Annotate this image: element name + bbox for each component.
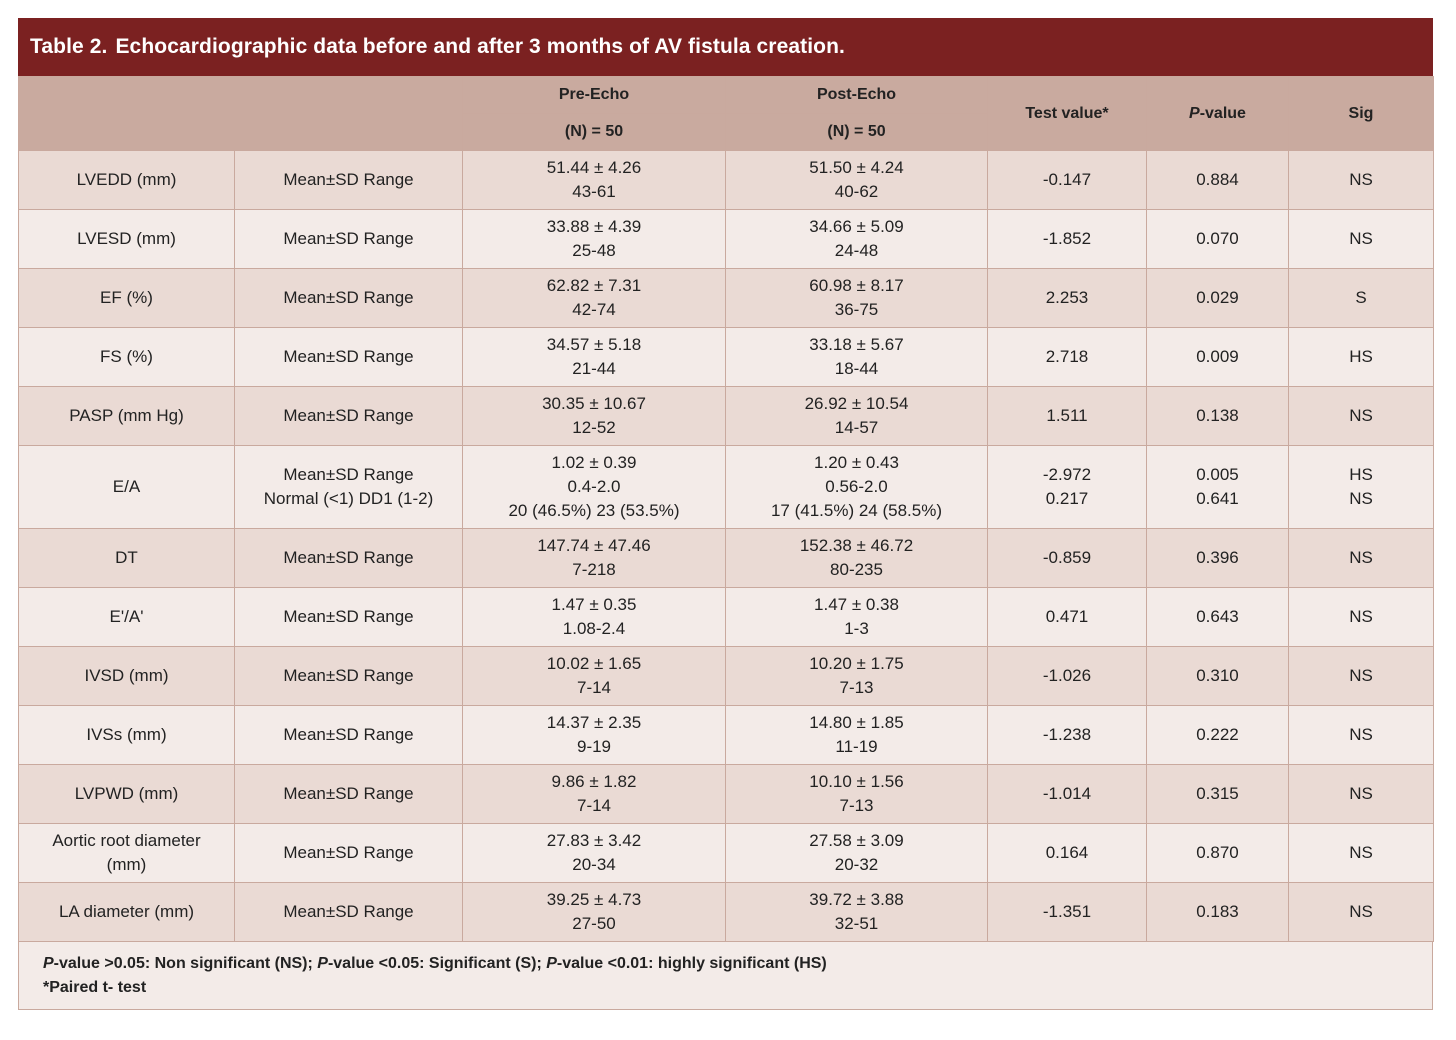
table-row [19,647,1434,706]
sig-cell: NS [1289,824,1434,883]
pre-echo-cell: 1.02 ± 0.39 0.4-2.0 20 (46.5%) 23 (53.5%) [463,446,726,529]
post-echo-cell: 26.92 ± 10.54 14-57 [726,387,988,446]
pre-echo-cell: 27.83 ± 3.42 20-34 [463,824,726,883]
stat-cell: Mean±SD Range [235,210,463,269]
post-echo-cell: 51.50 ± 4.24 40-62 [726,151,988,210]
table-title-bar [18,18,1433,76]
pre-echo-cell: 30.35 ± 10.67 12-52 [463,387,726,446]
stat-cell: Mean±SD Range [235,588,463,647]
table-label: Table 2. [30,35,108,58]
post-echo-cell: 152.38 ± 46.72 80-235 [726,529,988,588]
post-echo-cell: 14.80 ± 1.85 11-19 [726,706,988,765]
p-value-cell: 0.884 [1147,151,1289,210]
p-value-cell: 0.222 [1147,706,1289,765]
footnote-t3: -value <0.01: highly significant (HS) [556,955,827,972]
table-row [19,529,1434,588]
test-value-cell: 2.718 [988,328,1147,387]
p-value-cell: 0.070 [1147,210,1289,269]
test-value-cell: 2.253 [988,269,1147,328]
table-container [18,18,1433,1010]
sig-cell: HS NS [1289,446,1434,529]
test-value-cell: -0.147 [988,151,1147,210]
param-cell: LVEDD (mm) [19,151,235,210]
table-row [19,328,1434,387]
pre-echo-cell: 9.86 ± 1.82 7-14 [463,765,726,824]
header-post-n: (N) = 50 [726,114,988,151]
pre-echo-cell: 1.47 ± 0.35 1.08-2.4 [463,588,726,647]
sig-cell: NS [1289,151,1434,210]
table-row [19,151,1434,210]
pre-echo-cell: 51.44 ± 4.26 43-61 [463,151,726,210]
post-echo-cell: 10.10 ± 1.56 7-13 [726,765,988,824]
header-p-value [1147,77,1289,151]
stat-cell: Mean±SD Range [235,529,463,588]
table-row [19,387,1434,446]
post-echo-cell: 1.20 ± 0.43 0.56-2.0 17 (41.5%) 24 (58.5%) [726,446,988,529]
header-post-echo: Post-Echo [726,77,988,114]
p-value-cell: 0.310 [1147,647,1289,706]
p-value-cell: 0.643 [1147,588,1289,647]
p-value-cell: 0.870 [1147,824,1289,883]
sig-cell: NS [1289,883,1434,942]
post-echo-cell: 33.18 ± 5.67 18-44 [726,328,988,387]
header-pre-n: (N) = 50 [463,114,726,151]
p-value-cell: 0.009 [1147,328,1289,387]
param-cell: IVSs (mm) [19,706,235,765]
test-value-cell: -1.014 [988,765,1147,824]
param-cell: DT [19,529,235,588]
param-cell: IVSD (mm) [19,647,235,706]
stat-cell: Mean±SD Range [235,765,463,824]
header-blank [19,77,463,151]
param-cell: E'/A' [19,588,235,647]
test-value-cell: -1.026 [988,647,1147,706]
footnote-p3: P [546,955,557,972]
sig-cell: NS [1289,387,1434,446]
echo-data-table [18,76,1434,942]
test-value-cell: -1.238 [988,706,1147,765]
table-row [19,765,1434,824]
header-pre-echo: Pre-Echo [463,77,726,114]
post-echo-cell: 27.58 ± 3.09 20-32 [726,824,988,883]
pre-echo-cell: 34.57 ± 5.18 21-44 [463,328,726,387]
stat-cell: Mean±SD Range [235,151,463,210]
stat-cell: Mean±SD Range [235,269,463,328]
p-value-cell: 0.029 [1147,269,1289,328]
sig-cell: NS [1289,706,1434,765]
header-p-italic: P [1189,104,1200,122]
p-value-cell: 0.138 [1147,387,1289,446]
stat-cell: Mean±SD Range [235,706,463,765]
footnote-p1: P [43,955,54,972]
stat-cell: Mean±SD Range [235,387,463,446]
table-row [19,210,1434,269]
stat-cell: Mean±SD Range [235,328,463,387]
test-value-cell: 0.164 [988,824,1147,883]
pre-echo-cell: 10.02 ± 1.65 7-14 [463,647,726,706]
stat-cell: Mean±SD Range Normal (<1) DD1 (1-2) [235,446,463,529]
table-row [19,883,1434,942]
p-value-cell: 0.005 0.641 [1147,446,1289,529]
test-value-cell: -1.852 [988,210,1147,269]
table-row [19,706,1434,765]
header-p-rest: -value [1199,104,1246,122]
post-echo-cell: 39.72 ± 3.88 32-51 [726,883,988,942]
param-cell: LVESD (mm) [19,210,235,269]
header-sig: Sig [1289,77,1434,151]
pre-echo-cell: 39.25 ± 4.73 27-50 [463,883,726,942]
param-cell: LVPWD (mm) [19,765,235,824]
pre-echo-cell: 14.37 ± 2.35 9-19 [463,706,726,765]
test-value-cell: -1.351 [988,883,1147,942]
stat-cell: Mean±SD Range [235,647,463,706]
table-caption: Echocardiographic data before and after 3 months of AV fistula creation. [115,35,845,58]
param-cell: PASP (mm Hg) [19,387,235,446]
param-cell: LA diameter (mm) [19,883,235,942]
post-echo-cell: 10.20 ± 1.75 7-13 [726,647,988,706]
param-cell: E/A [19,446,235,529]
pre-echo-cell: 147.74 ± 47.46 7-218 [463,529,726,588]
sig-cell: S [1289,269,1434,328]
table-row [19,269,1434,328]
pre-echo-cell: 33.88 ± 4.39 25-48 [463,210,726,269]
pre-echo-cell: 62.82 ± 7.31 42-74 [463,269,726,328]
test-value-cell: -2.972 0.217 [988,446,1147,529]
sig-cell: NS [1289,529,1434,588]
post-echo-cell: 1.47 ± 0.38 1-3 [726,588,988,647]
post-echo-cell: 60.98 ± 8.17 36-75 [726,269,988,328]
sig-cell: HS [1289,328,1434,387]
p-value-cell: 0.183 [1147,883,1289,942]
sig-cell: NS [1289,210,1434,269]
param-cell: Aortic root diameter (mm) [19,824,235,883]
sig-cell: NS [1289,765,1434,824]
sig-cell: NS [1289,588,1434,647]
stat-cell: Mean±SD Range [235,883,463,942]
test-value-cell: 0.471 [988,588,1147,647]
test-value-cell: -0.859 [988,529,1147,588]
table-row [19,824,1434,883]
table-row [19,588,1434,647]
table-row [19,446,1434,529]
p-value-cell: 0.315 [1147,765,1289,824]
header-test-value: Test value* [988,77,1147,151]
footnote-t2: -value <0.05: Significant (S); [327,955,547,972]
param-cell: EF (%) [19,269,235,328]
footnote-significance [43,952,1432,976]
post-echo-cell: 34.66 ± 5.09 24-48 [726,210,988,269]
footnote-test-note: *Paired t- test [43,979,147,996]
footnote-t1: -value >0.05: Non significant (NS); [53,955,318,972]
table-footnote [18,942,1433,1010]
test-value-cell: 1.511 [988,387,1147,446]
stat-cell: Mean±SD Range [235,824,463,883]
param-cell: FS (%) [19,328,235,387]
p-value-cell: 0.396 [1147,529,1289,588]
footnote-p2: P [317,955,328,972]
sig-cell: NS [1289,647,1434,706]
